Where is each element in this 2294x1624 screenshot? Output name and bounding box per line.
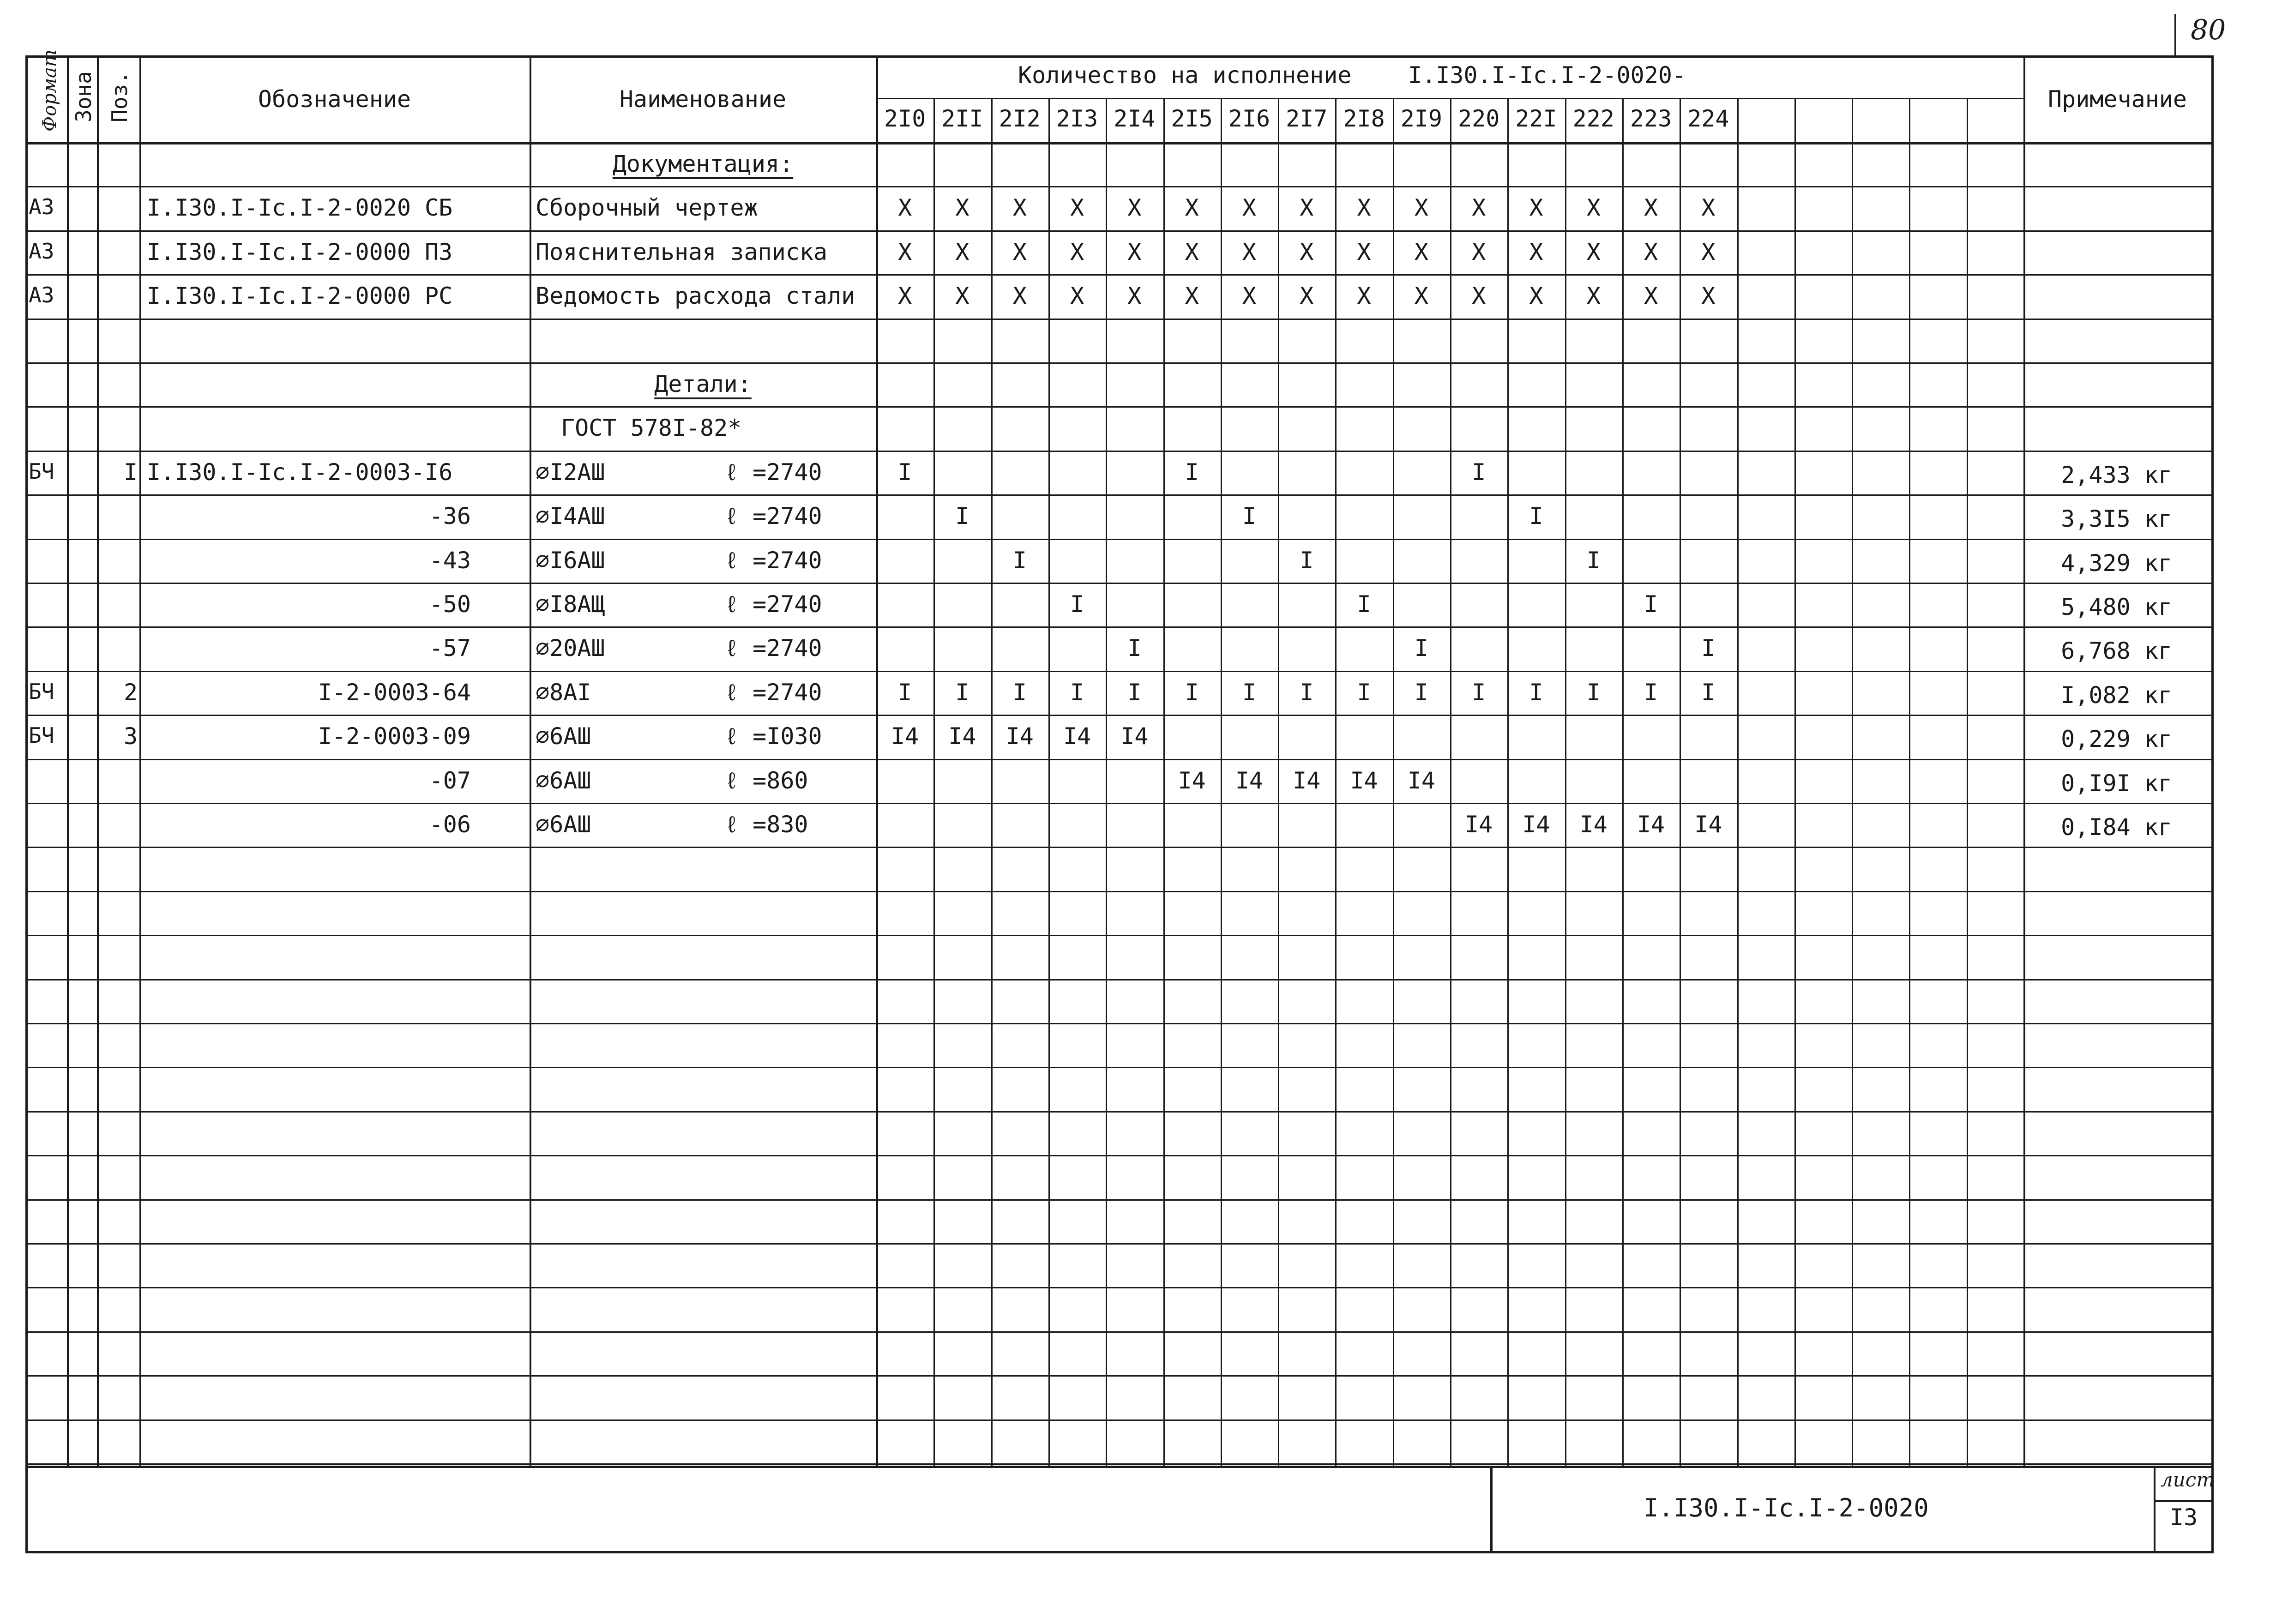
row-line (25, 406, 2211, 408)
column-line (139, 55, 141, 1466)
qty-cell: I4 (1063, 723, 1091, 750)
qty-cell: I4 (1407, 767, 1435, 794)
qty-column-line (1565, 98, 1566, 1466)
qty-cell: X (1472, 194, 1486, 222)
variant-header: 2I8 (1343, 105, 1385, 132)
row-format: БЧ (29, 458, 54, 484)
row-format: А3 (29, 283, 54, 308)
row-note: 5,480 кг (2061, 594, 2172, 620)
qty-column-line (1048, 98, 1050, 1466)
qty-cell: X (1185, 238, 1199, 265)
qty-cell: X (1586, 283, 1601, 310)
row-line (25, 1199, 2211, 1201)
column-line (97, 55, 99, 1466)
row-name: ⌀20АШ (536, 635, 605, 662)
row-note: 0,I9I кг (2061, 770, 2172, 797)
row-format: А3 (29, 194, 54, 220)
header-format: Формат (39, 49, 60, 132)
row-line (25, 274, 2211, 276)
header-qty-doc: I.I30.I-Iс.I-2-0020- (1408, 62, 1686, 89)
qty-cell: I (1242, 503, 1256, 530)
qty-cell: I (1414, 635, 1428, 662)
row-note: 0,I84 кг (2061, 814, 2172, 841)
row-line (25, 626, 2211, 628)
qty-cell: I (1357, 591, 1371, 618)
row-line (25, 1287, 2211, 1288)
row-note: 0,229 кг (2061, 726, 2172, 753)
qty-column-line (1852, 98, 1853, 1466)
qty-cell: X (1242, 238, 1256, 265)
qty-cell: X (955, 283, 969, 310)
variant-header: 2I0 (884, 105, 926, 132)
row-line (25, 362, 2211, 364)
row-length: ℓ =2740 (725, 458, 822, 486)
qty-cell: I (1127, 679, 1142, 706)
row-line (25, 451, 2211, 452)
qty-cell: X (1300, 283, 1314, 310)
row-line (25, 715, 2211, 716)
row-pos: 3 (124, 723, 138, 750)
qty-cell: X (1127, 238, 1142, 265)
row-line (25, 759, 2211, 760)
row-length: ℓ =2740 (725, 503, 822, 530)
qty-cell: X (1242, 194, 1256, 222)
qty-cell: X (1529, 283, 1543, 310)
qty-cell: I (1070, 679, 1084, 706)
row-note: I,082 кг (2061, 681, 2172, 709)
stamp-sheet-label: лист (2161, 1468, 2215, 1491)
qty-cell: X (1414, 283, 1428, 310)
column-line (876, 55, 878, 1466)
variant-header: 2I5 (1171, 105, 1213, 132)
qty-cell: X (1529, 194, 1543, 222)
row-line (25, 583, 2211, 584)
qty-cell: X (1242, 283, 1256, 310)
header-designation: Обозначение (258, 86, 411, 113)
qty-cell: I4 (1350, 767, 1378, 794)
row-designation: I-2-0003-09 (318, 723, 471, 750)
row-line (25, 979, 2211, 980)
row-line (25, 1331, 2211, 1333)
qty-cell: X (1644, 238, 1658, 265)
qty-cell: I (1414, 679, 1428, 706)
variant-header: 222 (1572, 105, 1614, 132)
row-designation: I.I30.I-Iс.I-2-0000 ПЗ (147, 238, 453, 265)
column-line (530, 55, 531, 1466)
qty-cell: I (1012, 547, 1027, 574)
row-length: ℓ =860 (725, 767, 808, 794)
qty-cell: X (1012, 238, 1027, 265)
qty-cell: I4 (1522, 811, 1550, 838)
row-length: ℓ =2740 (725, 547, 822, 574)
row-name: ⌀8АI (536, 679, 591, 706)
row-line (25, 1155, 2211, 1156)
variant-header: 2I3 (1056, 105, 1098, 132)
row-line (25, 935, 2211, 936)
qty-cell: X (1357, 283, 1371, 310)
qty-cell: I4 (1579, 811, 1608, 838)
qty-cell: I (1701, 635, 1716, 662)
qty-cell: I4 (1465, 811, 1493, 838)
row-line (25, 494, 2211, 496)
stamp-sheet-line (2154, 1500, 2211, 1502)
row-line (25, 230, 2211, 232)
qty-cell: I (1472, 458, 1486, 486)
qty-cell: X (1701, 238, 1716, 265)
qty-column-line (1507, 98, 1509, 1466)
qty-cell: X (955, 194, 969, 222)
qty-cell: I4 (1120, 723, 1149, 750)
qty-column-line (1967, 98, 1968, 1466)
column-line (2023, 55, 2025, 1466)
qty-cell: I (1644, 591, 1658, 618)
qty-cell: X (1529, 238, 1543, 265)
qty-cell: I (1185, 679, 1199, 706)
qty-cell: X (1070, 194, 1084, 222)
row-designation: I.I30.I-Iс.I-2-0000 РС (147, 283, 453, 310)
qty-cell: I (898, 458, 912, 486)
qty-column-line (1221, 98, 1222, 1466)
frame-right (2211, 55, 2214, 1553)
qty-cell: X (1012, 283, 1027, 310)
row-length: ℓ =2740 (725, 679, 822, 706)
qty-cell: X (1586, 194, 1601, 222)
qty-column-line (1680, 98, 1681, 1466)
page-number: 80 (2191, 14, 2226, 46)
row-name: ⌀6АШ (536, 723, 591, 750)
variant-header: 224 (1687, 105, 1729, 132)
qty-column-line (991, 98, 993, 1466)
row-note: 4,329 кг (2061, 549, 2172, 577)
qty-cell: I (955, 503, 969, 530)
qty-column-line (1163, 98, 1165, 1466)
row-name: ГОСТ 578I-82* (561, 415, 742, 442)
qty-cell: X (1701, 283, 1716, 310)
qty-cell: X (1414, 194, 1428, 222)
row-format: А3 (29, 238, 54, 264)
row-length: ℓ =I030 (725, 723, 822, 750)
stamp-sheet-number: I3 (2170, 1504, 2198, 1531)
row-designation: I.I30.I-Iс.I-2-0003-I6 (147, 458, 453, 486)
qty-cell: I (955, 679, 969, 706)
row-line (25, 1023, 2211, 1024)
variant-header: 2II (941, 105, 983, 132)
row-line (25, 1463, 2211, 1465)
qty-column-line (1335, 98, 1337, 1466)
row-line (25, 1243, 2211, 1245)
row-line (25, 847, 2211, 848)
row-line (25, 539, 2211, 540)
header-zone: Зона (71, 71, 96, 122)
frame-top (25, 55, 2211, 58)
row-name: ⌀6АШ (536, 811, 591, 838)
table-bottom-line (25, 1466, 2211, 1468)
header-note: Примечание (2047, 86, 2187, 113)
qty-cell: X (955, 238, 969, 265)
qty-cell: X (1472, 283, 1486, 310)
qty-cell: I4 (891, 723, 919, 750)
qty-cell: I4 (1293, 767, 1321, 794)
qty-cell: X (1357, 238, 1371, 265)
qty-cell: X (1701, 194, 1716, 222)
qty-cell: X (1185, 283, 1199, 310)
qty-cell: I (1472, 679, 1486, 706)
row-designation: I.I30.I-Iс.I-2-0020 СБ (147, 194, 453, 222)
qty-cell: X (1472, 238, 1486, 265)
qty-column-line (1737, 98, 1739, 1466)
row-pos: 2 (124, 679, 138, 706)
qty-cell: I (1242, 679, 1256, 706)
qty-cell: I (1300, 547, 1314, 574)
qty-cell: X (1586, 238, 1601, 265)
row-name: Сборочный чертеж (536, 194, 758, 222)
qty-cell: I4 (1235, 767, 1264, 794)
qty-cell: I (1127, 635, 1142, 662)
qty-column-line (1794, 98, 1796, 1466)
corner-tick (2174, 14, 2176, 55)
variant-header: 223 (1630, 105, 1672, 132)
row-designation: -06 (429, 811, 471, 838)
qty-cell: X (1127, 194, 1142, 222)
row-designation: -57 (429, 635, 471, 662)
variant-header: 2I2 (999, 105, 1041, 132)
stamp-doc-number: I.I30.I-Iс.I-2-0020 (1644, 1493, 1929, 1522)
row-name: ⌀6АШ (536, 767, 591, 794)
row-name: ⌀I4АШ (536, 503, 605, 530)
row-length: ℓ =2740 (725, 635, 822, 662)
section-title: Документация: (612, 150, 794, 177)
row-name: Ведомость расхода стали (536, 283, 855, 310)
variant-header: 2I6 (1228, 105, 1270, 132)
row-pos: I (124, 458, 138, 486)
header-pos: Поз. (107, 71, 132, 122)
row-name: ⌀I6АШ (536, 547, 605, 574)
qty-column-line (1450, 98, 1451, 1466)
row-line (25, 671, 2211, 672)
qty-cell: I (898, 679, 912, 706)
frame-left (25, 55, 28, 1553)
qty-cell: I4 (1694, 811, 1722, 838)
row-name: ⌀I2АШ (536, 458, 605, 486)
section-title: Детали: (654, 371, 752, 397)
qty-cell: I (1586, 679, 1601, 706)
qty-cell: X (898, 194, 912, 222)
row-format: БЧ (29, 679, 54, 704)
qty-cell: I4 (1006, 723, 1034, 750)
qty-cell: I4 (1178, 767, 1206, 794)
qty-cell: X (898, 238, 912, 265)
qty-cell: I (1529, 679, 1543, 706)
qty-cell: X (1644, 194, 1658, 222)
qty-cell: X (898, 283, 912, 310)
variant-header: 2I9 (1400, 105, 1442, 132)
qty-cell: X (1012, 194, 1027, 222)
qty-cell: I (1012, 679, 1027, 706)
qty-cell: X (1185, 194, 1199, 222)
qty-cell: I (1529, 503, 1543, 530)
row-length: ℓ =2740 (725, 591, 822, 618)
variant-header: 22I (1515, 105, 1557, 132)
qty-cell: I (1300, 679, 1314, 706)
qty-cell: I4 (948, 723, 976, 750)
qty-cell: X (1357, 194, 1371, 222)
qty-column-line (933, 98, 935, 1466)
stamp-divider (1490, 1466, 1493, 1551)
qty-header-line (876, 98, 2023, 99)
qty-cell: I (1070, 591, 1084, 618)
row-format: БЧ (29, 723, 54, 748)
header-name: Наименование (619, 86, 787, 113)
qty-cell: X (1300, 238, 1314, 265)
variant-header: 2I7 (1286, 105, 1328, 132)
row-note: 6,768 кг (2061, 638, 2172, 665)
qty-cell: X (1070, 283, 1084, 310)
qty-cell: I4 (1637, 811, 1665, 838)
row-name: ⌀I8АЩ (536, 591, 605, 618)
row-line (25, 803, 2211, 804)
row-designation: -43 (429, 547, 471, 574)
row-line (25, 1375, 2211, 1377)
qty-column-line (1622, 98, 1624, 1466)
qty-column-line (1278, 98, 1279, 1466)
row-note: 3,3I5 кг (2061, 505, 2172, 533)
row-line (25, 1067, 2211, 1068)
row-line (25, 1419, 2211, 1421)
qty-cell: I (1586, 547, 1601, 574)
qty-cell: I (1644, 679, 1658, 706)
row-designation: I-2-0003-64 (318, 679, 471, 706)
variant-header: 220 (1457, 105, 1500, 132)
qty-column-line (1909, 98, 1910, 1466)
qty-cell: I (1701, 679, 1716, 706)
row-line (25, 319, 2211, 320)
stamp-sheet-divider (2154, 1466, 2156, 1551)
qty-column-line (1393, 98, 1394, 1466)
qty-cell: X (1300, 194, 1314, 222)
row-length: ℓ =830 (725, 811, 808, 838)
row-line (25, 891, 2211, 892)
frame-bottom (25, 1551, 2211, 1553)
row-line (25, 186, 2211, 187)
row-line (25, 1111, 2211, 1113)
qty-column-line (1106, 98, 1107, 1466)
qty-cell: I (1185, 458, 1199, 486)
header-bottom-line (25, 142, 2211, 144)
qty-cell: I (1357, 679, 1371, 706)
row-name: Пояснительная записка (536, 238, 828, 265)
row-designation: -07 (429, 767, 471, 794)
header-qty-title: Количество на исполнение (1018, 62, 1352, 89)
row-note: 2,433 кг (2061, 461, 2172, 488)
variant-header: 2I4 (1114, 105, 1156, 132)
qty-cell: X (1644, 283, 1658, 310)
row-designation: -50 (429, 591, 471, 618)
column-line (67, 55, 69, 1466)
qty-cell: X (1127, 283, 1142, 310)
qty-cell: X (1070, 238, 1084, 265)
row-designation: -36 (429, 503, 471, 530)
qty-cell: X (1414, 238, 1428, 265)
